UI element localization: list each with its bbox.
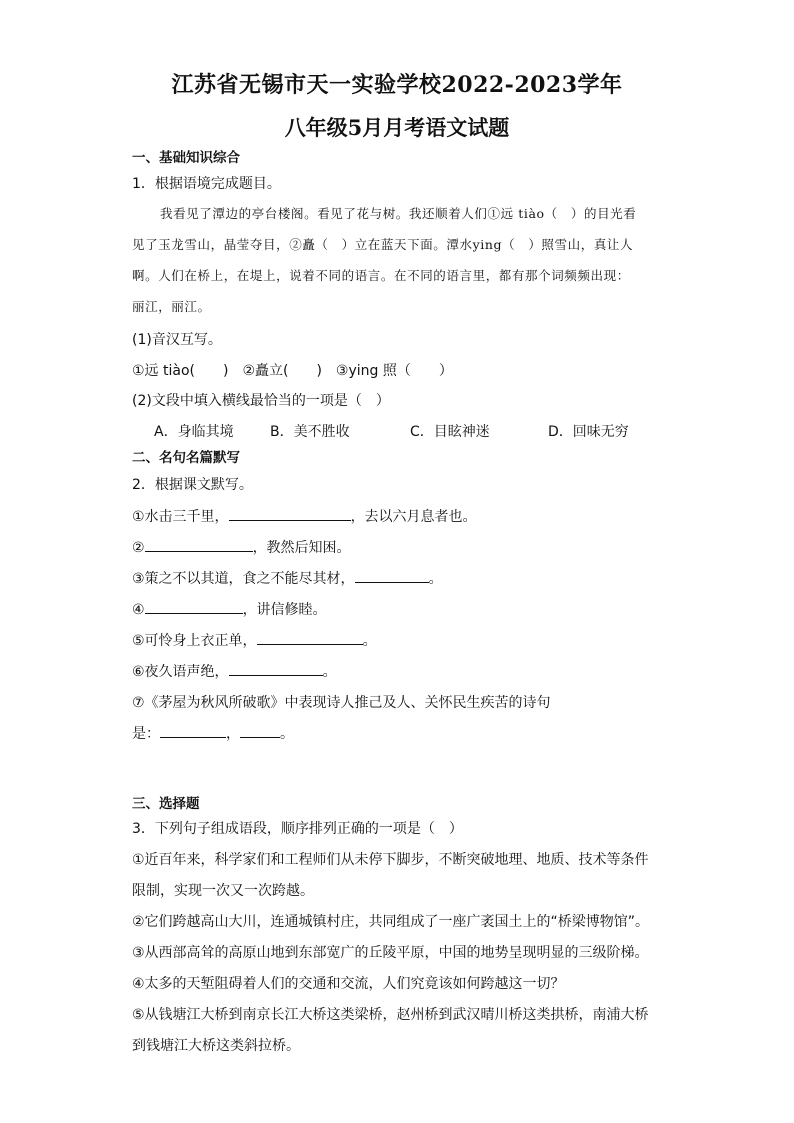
q2-line4 [132, 599, 327, 619]
q1-option-a[interactable]: A．身临其境 [154, 424, 234, 440]
q2-line2-pre: ② [132, 540, 145, 556]
q3-line7: 到钱塘江大桥这类斜拉桥。 [132, 1038, 300, 1054]
q1-sub1: (1)音汉互写。 [132, 332, 222, 348]
q2-line2-post: ，教然后知困。 [252, 540, 351, 556]
exam-title-line2: 八年级5月月考语文试题 [284, 115, 510, 140]
q2-line2 [132, 537, 351, 557]
section3-heading: 三、选择题 [132, 796, 200, 812]
section1-heading: 一、基础知识综合 [132, 150, 240, 166]
q2-line5-pre: ⑤可怜身上衣正单， [132, 633, 257, 649]
q2-line4-post: ，讲信修睦。 [242, 602, 327, 618]
q1-passage-line1: 我看见了潭边的亭台楼阁。看见了花与树。我还顺着人们①远 tiào（ ）的目光看 [160, 206, 637, 221]
q2-line7b-mid: ， [226, 726, 240, 742]
q1-sub2: (2)文段中填入横线最恰当的一项是（ ） [132, 393, 390, 409]
answer-blank[interactable] [355, 568, 429, 583]
q3-line5: ④太多的天堑阻碍着人们的交通和交流，人们究竟该如何跨越这一切？ [132, 976, 565, 992]
q2-line6 [132, 661, 337, 681]
q2-line7b-post: 。 [280, 726, 294, 742]
q2-line3 [132, 568, 443, 588]
q3-line6: ⑤从钱塘江大桥到南京长江大桥这类梁桥，赵州桥到武汉晴川桥这类拱桥，南浦大桥 [132, 1007, 649, 1023]
q1-option-c[interactable]: C．目眩神迷 [410, 424, 490, 440]
q2-line6-post: 。 [322, 664, 337, 680]
q3-line2: 限制，实现一次又一次跨越。 [132, 883, 314, 899]
section2-heading: 二、名句名篇默写 [132, 450, 240, 466]
exam-title-line1: 江苏省无锡市天一实验学校2022-2023学年 [171, 72, 623, 98]
q2-stem: 2．根据课文默写。 [132, 477, 253, 493]
answer-blank[interactable] [145, 599, 243, 614]
q2-line1 [132, 506, 477, 526]
q1-passage-line3: 啊。人们在桥上，在堤上，说着不同的语言。在不同的语言里，都有那个词频频出现： [132, 268, 630, 283]
q2-line1-pre: ①水击三千里， [132, 509, 229, 525]
q3-line4: ③从西部高耸的高原山地到东部宽广的丘陵平原，中国的地势呈现明显的三级阶梯。 [132, 945, 649, 961]
q2-line1-post: ，去以六月息者也。 [350, 509, 477, 525]
q2-line7a: ⑦《茅屋为秋风所破歌》中表现诗人推己及人、关怀民生疾苦的诗句 [132, 695, 551, 711]
q1-option-d[interactable]: D．回味无穷 [548, 424, 629, 440]
q1-passage-line4: 丽江，丽江。 [132, 299, 211, 314]
q3-stem: 3．下列句子组成语段，顺序排列正确的一项是（ ） [132, 821, 463, 837]
q1-option-b[interactable]: B．美不胜收 [270, 424, 350, 440]
q2-line7b [132, 723, 294, 743]
q2-line5 [132, 630, 377, 650]
q3-line1: ①近百年来，科学家们和工程师们从未停下脚步，不断突破地理、地质、技术等条件 [132, 852, 649, 868]
q2-line3-post: 。 [428, 571, 443, 587]
q2-line7b-pre: 是： [132, 726, 160, 742]
q2-line3-pre: ③策之不以其道，食之不能尽其材， [132, 571, 355, 587]
q3-line3: ②它们跨越高山大川，连通城镇村庄，共同组成了一座广袤国土上的“桥梁博物馆”。 [132, 914, 650, 930]
q1-passage-line2: 见了玉龙雪山，晶莹夺目，②矗（ ）立在蓝天下面。潭水ying（ ）照雪山，真让人 [132, 237, 634, 252]
q2-line6-pre: ⑥夜久语声绝， [132, 664, 229, 680]
q1-stem: 1．根据语境完成题目。 [132, 176, 281, 192]
q1-sub1-items: ①远 tiào( ) ②矗立( ) ③ying 照（ ） [132, 363, 453, 379]
q2-line4-pre: ④ [132, 602, 145, 618]
answer-blank[interactable] [160, 723, 226, 738]
q2-line5-post: 。 [362, 633, 377, 649]
answer-blank[interactable] [145, 537, 253, 552]
answer-blank[interactable] [257, 630, 363, 645]
answer-blank[interactable] [229, 506, 351, 521]
answer-blank[interactable] [240, 723, 280, 738]
answer-blank[interactable] [229, 661, 323, 676]
